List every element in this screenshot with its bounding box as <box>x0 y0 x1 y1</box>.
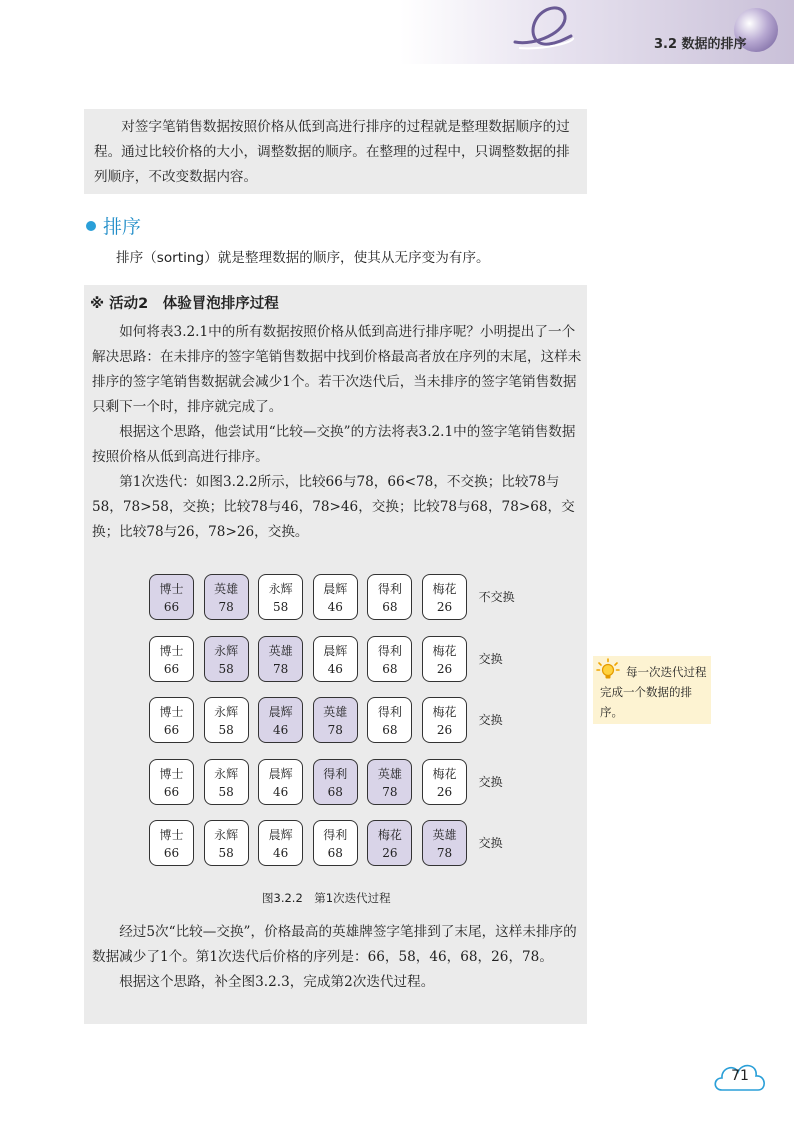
card-brand: 英雄 <box>268 643 293 658</box>
card-price: 66 <box>163 600 180 614</box>
card-price: 78 <box>273 661 289 676</box>
after-paragraph: 根据这个思路，补全图3.2.3，完成第2次迭代过程。 <box>119 974 435 990</box>
card-brand: 英雄 <box>377 766 402 781</box>
card-brand: 晨辉 <box>268 766 293 781</box>
card-price: 58 <box>273 600 289 614</box>
section-definition: 排序（sorting）就是整理数据的顺序，使其从无序变为有序。 <box>116 250 490 266</box>
card-brand: 得利 <box>323 828 348 842</box>
card-price: 66 <box>163 846 180 860</box>
card-brand: 英雄 <box>214 582 239 596</box>
tip-text: 每一次迭代过程完成一个数据的排序。 <box>600 665 707 719</box>
card-price: 68 <box>382 723 398 737</box>
card-brand: 得利 <box>377 582 402 596</box>
section-title: 排序 <box>103 216 142 238</box>
activity-paragraph: 第1次迭代：如图3.2.2所示，比较66与78，66<78，不交换；比较78与58，78>58，交换；比较78与46，78>46，交换；比较78与68，78>68，交换；比较78与26，78>26，交换。 <box>92 474 575 540</box>
card-brand: 梅花 <box>432 705 457 719</box>
card-price: 26 <box>436 661 453 676</box>
card-price: 46 <box>327 661 343 676</box>
card-brand: 博士 <box>159 766 184 781</box>
card-brand: 晨辉 <box>323 643 348 658</box>
card-brand: 得利 <box>323 766 348 781</box>
card-brand: 博士 <box>159 582 184 596</box>
card-brand: 英雄 <box>432 828 457 842</box>
card-price: 68 <box>382 600 398 614</box>
card-price: 58 <box>218 661 234 676</box>
card-brand: 永辉 <box>214 643 239 658</box>
card-price: 26 <box>436 784 453 799</box>
card-price: 66 <box>163 784 180 799</box>
card-price: 58 <box>218 723 234 737</box>
card-brand: 得利 <box>377 643 402 658</box>
after-body <box>92 920 582 995</box>
card-price: 26 <box>436 723 453 737</box>
card-price: 46 <box>273 723 289 737</box>
card-price: 78 <box>327 723 343 737</box>
card-brand: 梅花 <box>432 643 457 658</box>
page-number: 71 <box>731 1068 749 1084</box>
intro-paragraph: 对签字笔销售数据按照价格从低到高进行排序的过程就是整理数据顺序的过程。通过比较价格的大小，调整数据的顺序。在整理的过程中，只调整数据的排列顺序，不改变数据内容。 <box>94 119 570 185</box>
card-brand: 永辉 <box>214 828 239 842</box>
card-brand: 梅花 <box>432 766 457 781</box>
row-action-label: 交换 <box>478 713 503 727</box>
card-brand: 晨辉 <box>268 705 293 719</box>
card-brand: 博士 <box>159 643 184 658</box>
section-header-title: 3.2 数据的排序 <box>654 37 747 52</box>
card-price: 58 <box>218 784 234 799</box>
card-price: 46 <box>273 784 289 799</box>
card-brand: 永辉 <box>214 705 239 719</box>
card-price: 78 <box>382 784 398 799</box>
activity-paragraph: 根据这个思路，他尝试用“比较—交换”的方法将表3.2.1中的签字笔销售数据按照价格从低到高进行排序。 <box>92 424 576 465</box>
card-brand: 梅花 <box>432 582 457 596</box>
card-price: 26 <box>436 600 453 614</box>
card-price: 68 <box>327 846 343 860</box>
card-price: 26 <box>382 846 398 860</box>
card-price: 46 <box>327 600 343 614</box>
card-brand: 英雄 <box>323 705 348 719</box>
card-brand: 博士 <box>159 828 184 842</box>
after-paragraph: 经过5次“比较—交换”，价格最高的英雄牌签字笔排到了末尾，这样未排序的数据减少了1个。第1次迭代后价格的序列是：66，58，46，68，26，78。 <box>92 924 577 965</box>
activity-body <box>92 320 582 545</box>
figure-caption: 图3.2.2 第1次迭代过程 <box>262 891 391 905</box>
card-brand: 梅花 <box>377 828 402 842</box>
header-logo-icon <box>505 2 575 52</box>
bullet-dot-icon <box>86 221 96 231</box>
card-price: 78 <box>218 600 234 614</box>
row-action-label: 不交换 <box>478 590 515 604</box>
card-price: 68 <box>382 661 398 676</box>
card-price: 66 <box>163 723 180 737</box>
activity-title: ※ 活动2 体验冒泡排序过程 <box>90 296 279 312</box>
row-action-label: 交换 <box>478 651 503 666</box>
card-brand: 永辉 <box>268 582 293 596</box>
card-brand: 得利 <box>377 705 402 719</box>
card-price: 46 <box>273 846 289 860</box>
row-action-label: 交换 <box>478 774 503 789</box>
row-action-label: 交换 <box>478 836 503 850</box>
card-brand: 博士 <box>159 705 184 719</box>
card-price: 66 <box>163 661 180 676</box>
card-price: 78 <box>436 846 453 860</box>
card-brand: 永辉 <box>214 766 239 781</box>
card-brand: 晨辉 <box>268 828 293 842</box>
card-brand: 晨辉 <box>323 582 348 596</box>
card-price: 58 <box>218 846 234 860</box>
activity-paragraph: 如何将表3.2.1中的所有数据按照价格从低到高进行排序呢？小明提出了一个解决思路：在未排序的签字笔销售数据中找到价格最高者放在序列的末尾，这样未排序的签字笔销售数据就会减少1个。若干次迭代后，当未排序的签字笔销售数据只剩下一个时，排序就完成了。 <box>92 324 582 415</box>
card-price: 68 <box>327 784 343 799</box>
